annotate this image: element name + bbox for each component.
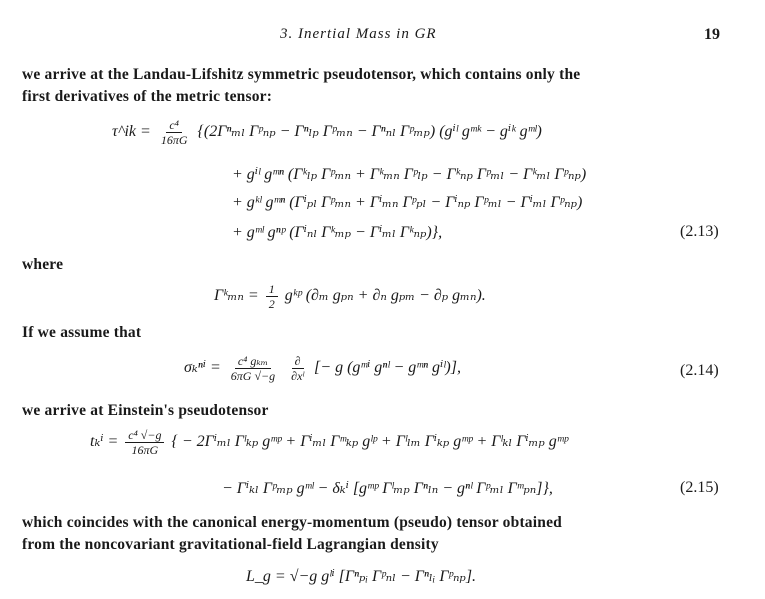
paragraph-line: we arrive at Einstein's pseudotensor [22, 402, 269, 419]
fraction-numerator: 1 [266, 282, 278, 297]
fraction-denominator: ∂xˡ [291, 369, 305, 383]
equation-fraction [228, 354, 278, 383]
fraction-numerator: ∂ [292, 354, 304, 369]
equation-fraction [266, 282, 278, 311]
paragraph-line: first derivatives of the metric tensor: [22, 88, 273, 105]
paragraph-line: which coincides with the canonical energy-momentum (pseudo) tensor obtained [22, 514, 562, 531]
paragraph-line: If we assume that [22, 324, 142, 341]
fraction-denominator: 16πG [131, 443, 159, 457]
equation-2-13-line2: + gⁱˡ gᵐⁿ (Γᵏₗₚ Γᵖₘₙ + Γᵏₘₙ Γᵖₗₚ − Γᵏₙₚ Γᵖₘₗ − Γᵏₘₗ Γᵖₙₚ) [232, 166, 587, 183]
equation-number: (2.13) [680, 223, 719, 240]
equation-number: (2.14) [680, 362, 719, 379]
equation-2-13-line1 [112, 118, 542, 147]
equation-lhs: tₖⁱ = [90, 433, 119, 451]
paragraph-line: where [22, 256, 64, 273]
running-title: 3. Inertial Mass in GR [280, 26, 437, 42]
equation-term: {(2Γⁿₘₗ Γᵖₙₚ − Γⁿₗₚ Γᵖₘₙ − Γⁿₙₗ Γᵖₘₚ) (gⁱˡ gᵐᵏ − gⁱᵏ gᵐˡ) [197, 123, 542, 141]
equation-lhs: τ^ik = [112, 123, 151, 141]
equation-lhs: σₖⁿⁱ = [184, 359, 221, 377]
equation-lhs: Γᵏₘₙ = [214, 287, 259, 305]
equation-term: gᵏᵖ (∂ₘ gₚₙ + ∂ₙ gₚₘ − ∂ₚ gₘₙ). [284, 287, 486, 305]
fraction-denominator: 2 [268, 297, 275, 311]
fraction-numerator: c⁴ gₖₘ [235, 354, 271, 369]
equation-2-15-line1 [90, 428, 568, 457]
fraction-denominator: 16πG [160, 133, 188, 147]
christoffel-equation [214, 282, 486, 311]
equation-term: { − 2Γⁱₘₗ Γˡₖₚ gᵐᵖ + Γⁱₘₗ Γᵐₖₚ gˡᵖ + Γˡₗₘ Γⁱₖₚ gᵐᵖ + Γˡₖₗ Γⁱₘₚ gᵐᵖ [171, 433, 568, 451]
equation-2-15-line2: − Γⁱₖₗ Γᵖₘₚ gᵐˡ − δₖⁱ [gᵐᵖ Γˡₘₚ Γⁿₗₙ − gⁿˡ Γᵖₘₗ Γᵐₚₙ]}, [222, 480, 553, 497]
equation-2-13-line4: + gᵐˡ gⁿᵖ (Γⁱₙₗ Γᵏₘₚ − Γⁱₘₗ Γᵏₙₚ)}, [232, 224, 443, 241]
equation-term: [− g (gᵐⁱ gⁿˡ − gᵐⁿ gⁱˡ)], [314, 359, 461, 377]
equation-fraction [288, 354, 307, 383]
paragraph-line: from the noncovariant gravitational-field Lagrangian density [22, 536, 439, 553]
fraction-numerator: c⁴ [166, 118, 182, 133]
fraction-denominator: 6πG √−g [230, 369, 276, 383]
page-number: 19 [704, 26, 720, 43]
equation-2-14 [184, 354, 461, 383]
equation-fraction [125, 428, 164, 457]
equation-number: (2.15) [680, 479, 719, 496]
fraction-numerator: c⁴ √−g [125, 428, 164, 443]
equation-2-13-line3: + gᵏˡ gᵐⁿ (Γⁱₚₗ Γᵖₘₙ + Γⁱₘₙ Γᵖₚₗ − Γⁱₙₚ Γᵖₘₗ − Γⁱₘₗ Γᵖₙₚ) [232, 194, 583, 211]
equation-fraction [158, 118, 191, 147]
paragraph-line: we arrive at the Landau-Lifshitz symmetric pseudotensor, which contains only the [22, 66, 581, 83]
lagrangian-equation: L_g = √−g gˡⁱ [Γⁿₚᵢ Γᵖₙₗ − Γⁿₗᵢ Γᵖₙₚ]. [246, 568, 477, 585]
